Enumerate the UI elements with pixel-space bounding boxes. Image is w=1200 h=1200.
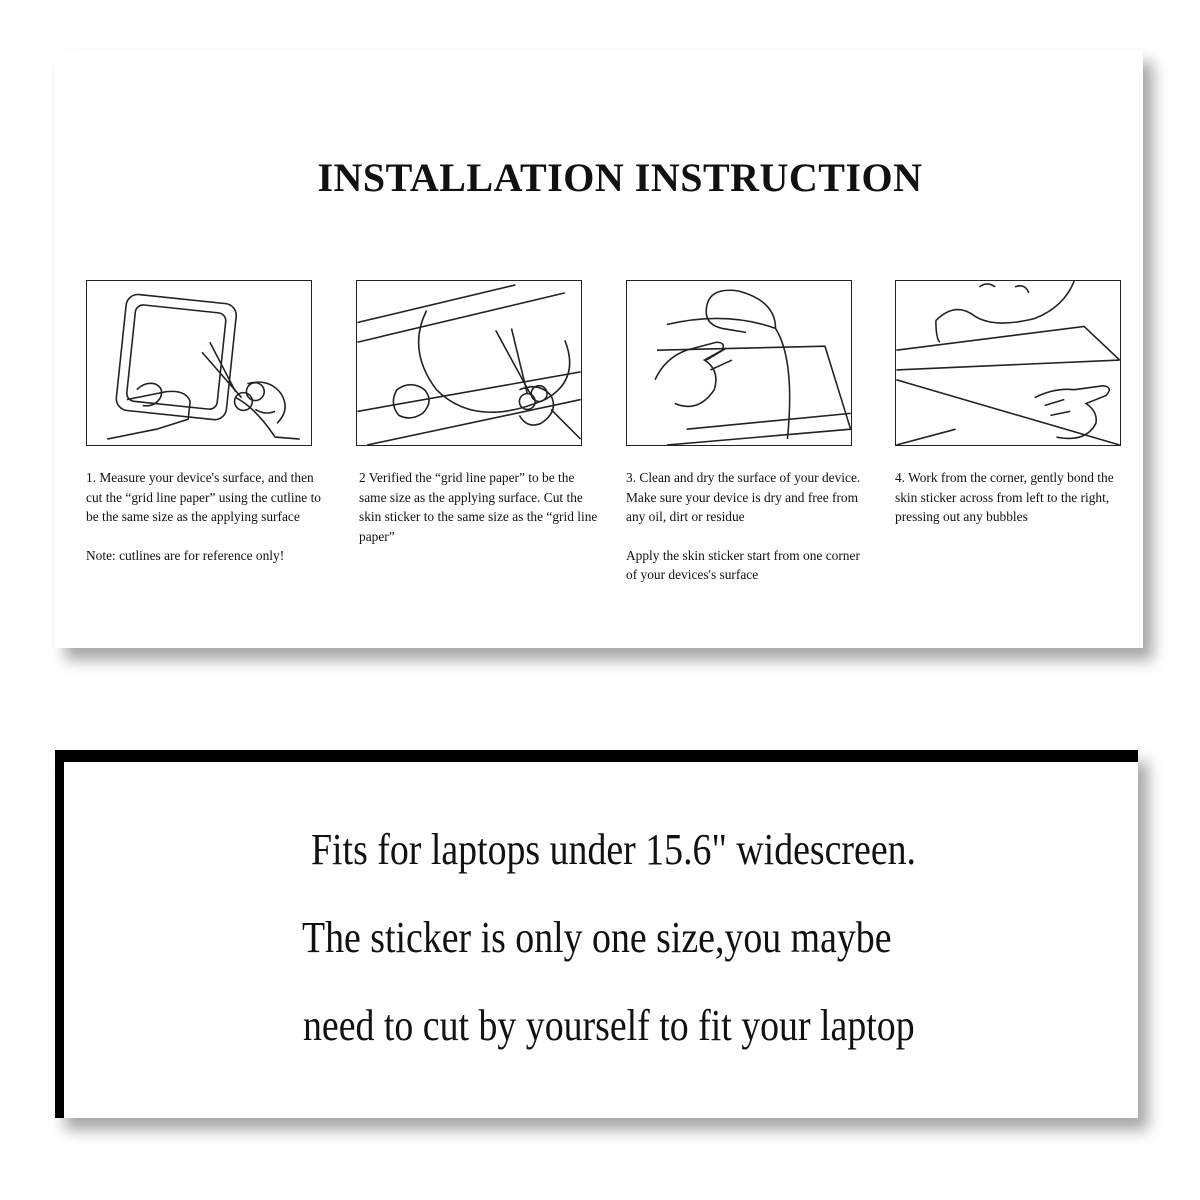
- fit-line-3: need to cut by yourself to fit your laptop: [303, 1001, 915, 1050]
- fit-line-1: Fits for laptops under 15.6" widescreen.: [310, 825, 916, 874]
- fit-line-2: The sticker is only one size,you maybe: [302, 913, 892, 962]
- step-4-text: [895, 468, 1123, 527]
- instruction-title: INSTALLATION INSTRUCTION: [317, 155, 923, 200]
- step-3-note: Apply the skin sticker start from one corner of your devices's surface: [626, 547, 860, 582]
- step-2-description: 2 Verified the “grid line paper” to be the same size as the applying surface. Cut the skin sticker to the same size as the “grid line paper”: [359, 470, 598, 544]
- measure-and-cut-illustration: [87, 281, 311, 445]
- step-3-text: [626, 468, 874, 585]
- clean-surface-illustration: [627, 281, 851, 445]
- step-1-text: [86, 468, 331, 565]
- installation-instruction-card: [55, 50, 1143, 648]
- step-2-figure: [356, 280, 582, 446]
- step-2-text: [359, 468, 599, 546]
- step-3-description: 3. Clean and dry the surface of your device. Make sure your device is dry and free from any oil, dirt or residue: [626, 470, 861, 524]
- step-4-figure: [895, 280, 1121, 446]
- step-1-note: Note: cutlines are for reference only!: [86, 547, 285, 563]
- step-1-description: 1. Measure your device's surface, and then cut the “grid line paper” using the cutline to be the same size as the applying surface: [86, 470, 322, 524]
- fit-notice-card: [55, 750, 1138, 1118]
- step-3-figure: [626, 280, 852, 446]
- step-4-description: 4. Work from the corner, gently bond the skin sticker across from left to the right, pressing out any bubbles: [895, 470, 1114, 524]
- step-1-figure: [86, 280, 312, 446]
- apply-sticker-illustration: [896, 281, 1120, 445]
- cut-skin-sticker-illustration: [357, 281, 581, 445]
